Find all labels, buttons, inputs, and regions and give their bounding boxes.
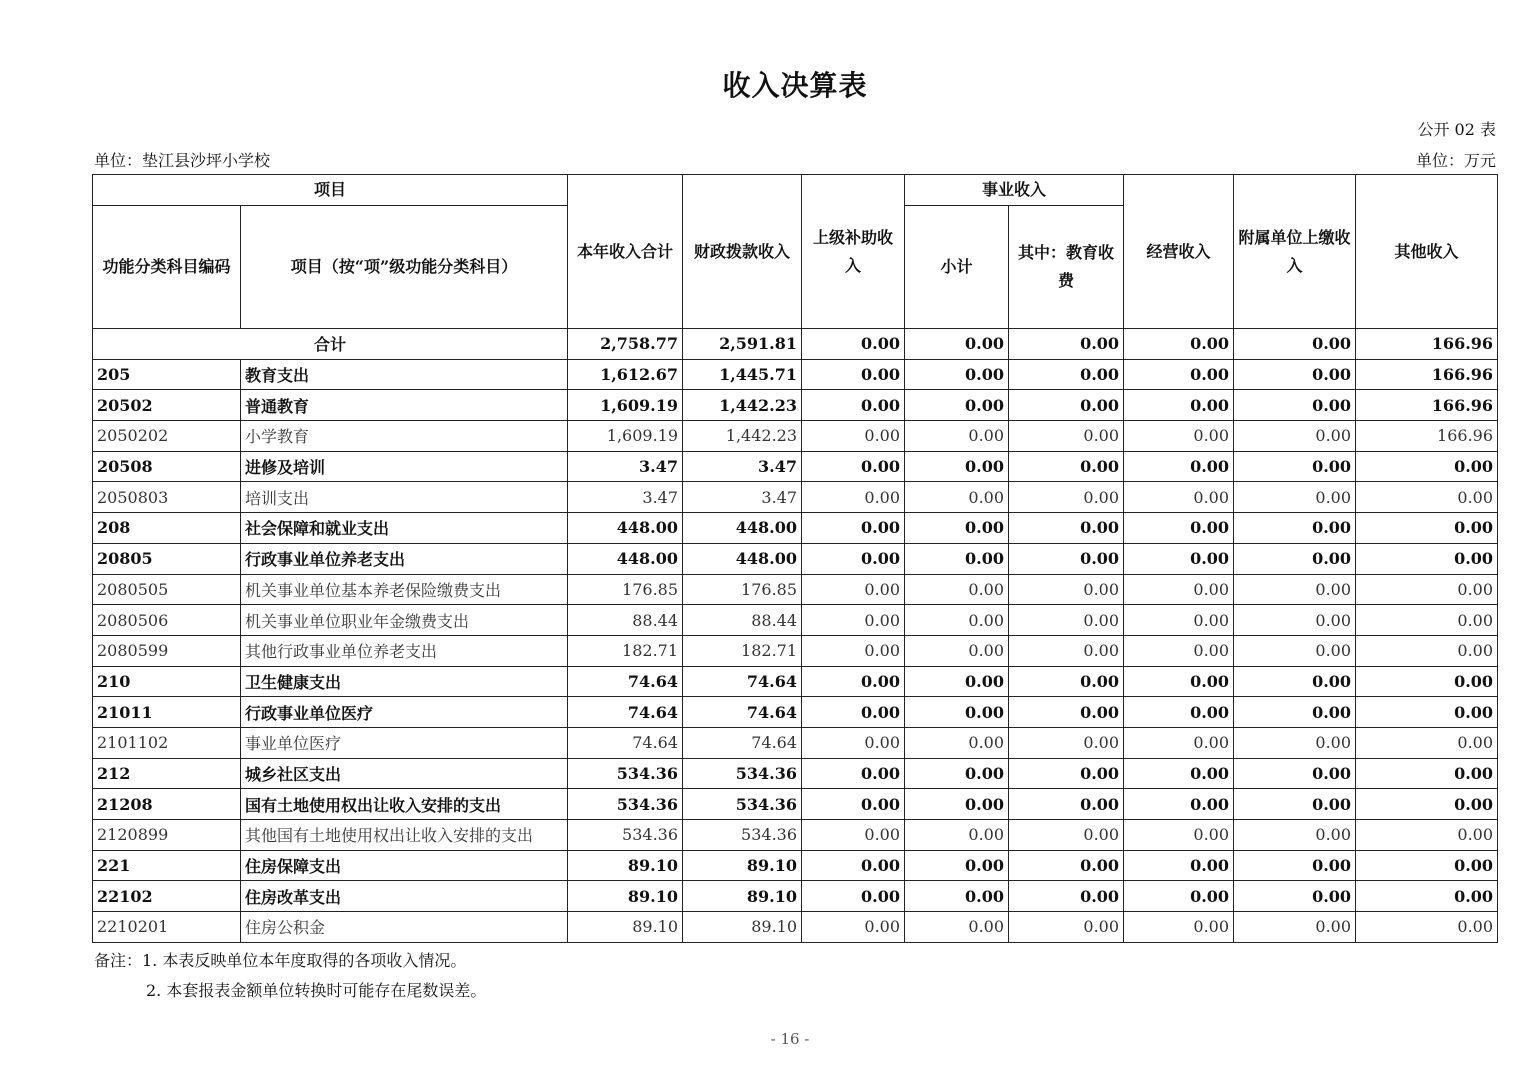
row-value: 0.00	[1009, 850, 1124, 881]
table-row	[93, 421, 1498, 452]
row-value: 0.00	[1356, 758, 1498, 789]
table-body	[93, 329, 1498, 943]
row-value: 0.00	[1124, 697, 1234, 728]
row-value: 0.00	[1356, 912, 1498, 943]
row-value: 0.00	[1124, 574, 1234, 605]
row-name: 住房改革支出	[241, 881, 568, 912]
row-value: 0.00	[1124, 881, 1234, 912]
row-name: 其他行政事业单位养老支出	[241, 635, 568, 666]
header-operating: 经营收入	[1124, 175, 1234, 329]
row-value: 0.00	[905, 359, 1009, 390]
table-row	[93, 666, 1498, 697]
row-code: 2120899	[93, 820, 241, 851]
row-value: 0.00	[1124, 727, 1234, 758]
row-name: 住房保障支出	[241, 850, 568, 881]
row-value: 0.00	[905, 482, 1009, 513]
row-code: 20508	[93, 451, 241, 482]
row-value: 74.64	[568, 727, 683, 758]
table-row	[93, 850, 1498, 881]
row-value: 0.00	[905, 666, 1009, 697]
row-value: 0.00	[1009, 666, 1124, 697]
row-name: 社会保障和就业支出	[241, 513, 568, 544]
table-row	[93, 513, 1498, 544]
total-cell: 0.00	[905, 329, 1009, 360]
row-name: 其他国有土地使用权出让收入安排的支出	[241, 820, 568, 851]
row-value: 0.00	[905, 390, 1009, 421]
table-row	[93, 881, 1498, 912]
table-row	[93, 390, 1498, 421]
row-value: 0.00	[905, 543, 1009, 574]
row-value: 0.00	[802, 605, 905, 636]
row-value: 0.00	[1234, 697, 1356, 728]
row-value: 1,442.23	[683, 421, 802, 452]
row-value: 0.00	[802, 758, 905, 789]
row-value: 0.00	[1356, 451, 1498, 482]
row-value: 0.00	[802, 451, 905, 482]
row-value: 0.00	[905, 912, 1009, 943]
currency-unit: 单位：万元	[1415, 151, 1496, 170]
row-name: 培训支出	[241, 482, 568, 513]
row-code: 2050202	[93, 421, 241, 452]
row-value: 0.00	[1009, 727, 1124, 758]
note-line-1: 备注：1. 本表反映单位本年度取得的各项收入情况。	[94, 951, 467, 970]
notes	[94, 946, 486, 1006]
row-code: 21011	[93, 697, 241, 728]
table-row	[93, 758, 1498, 789]
row-value: 176.85	[568, 574, 683, 605]
row-value: 0.00	[1356, 697, 1498, 728]
row-value: 166.96	[1356, 390, 1498, 421]
row-value: 0.00	[905, 727, 1009, 758]
row-value: 89.10	[568, 881, 683, 912]
row-value: 0.00	[905, 758, 1009, 789]
table-row	[93, 359, 1498, 390]
row-value: 448.00	[683, 513, 802, 544]
row-value: 0.00	[802, 912, 905, 943]
row-value: 0.00	[802, 881, 905, 912]
row-value: 0.00	[1009, 758, 1124, 789]
row-name: 行政事业单位养老支出	[241, 543, 568, 574]
table-row	[93, 574, 1498, 605]
row-name: 住房公积金	[241, 912, 568, 943]
header-superior: 上级补助收入	[802, 175, 905, 329]
row-value: 0.00	[1234, 881, 1356, 912]
row-value: 0.00	[802, 666, 905, 697]
row-value: 0.00	[1124, 635, 1234, 666]
row-value: 89.10	[568, 912, 683, 943]
row-value: 88.44	[568, 605, 683, 636]
row-code: 22102	[93, 881, 241, 912]
row-value: 0.00	[1356, 543, 1498, 574]
row-value: 0.00	[1009, 605, 1124, 636]
row-value: 0.00	[905, 881, 1009, 912]
row-value: 0.00	[1234, 727, 1356, 758]
total-cell: 0.00	[802, 329, 905, 360]
row-name: 教育支出	[241, 359, 568, 390]
page-title: 收入决算表	[722, 69, 868, 102]
row-value: 0.00	[1234, 390, 1356, 421]
table-row	[93, 727, 1498, 758]
header-business-group: 事业收入	[905, 175, 1124, 206]
row-value: 0.00	[802, 697, 905, 728]
header-subtotal: 小计	[905, 206, 1009, 329]
row-value: 0.00	[1234, 451, 1356, 482]
row-value: 0.00	[1234, 635, 1356, 666]
row-value: 0.00	[905, 451, 1009, 482]
row-value: 74.64	[568, 666, 683, 697]
row-name: 城乡社区支出	[241, 758, 568, 789]
row-value: 534.36	[683, 820, 802, 851]
row-value: 0.00	[1234, 421, 1356, 452]
row-value: 0.00	[1124, 850, 1234, 881]
row-value: 0.00	[1124, 912, 1234, 943]
row-value: 0.00	[905, 697, 1009, 728]
table-row	[93, 635, 1498, 666]
row-value: 166.96	[1356, 421, 1498, 452]
row-value: 0.00	[802, 850, 905, 881]
row-value: 182.71	[568, 635, 683, 666]
header-fiscal: 财政拨款收入	[683, 175, 802, 329]
row-name: 机关事业单位基本养老保险缴费支出	[241, 574, 568, 605]
row-name: 小学教育	[241, 421, 568, 452]
table-row	[93, 697, 1498, 728]
total-cell: 0.00	[1124, 329, 1234, 360]
form-number: 公开 02 表	[1417, 120, 1496, 139]
table-row	[93, 820, 1498, 851]
row-value: 0.00	[1356, 513, 1498, 544]
row-value: 0.00	[1009, 421, 1124, 452]
row-value: 176.85	[683, 574, 802, 605]
header-other: 其他收入	[1356, 175, 1498, 329]
row-value: 0.00	[802, 820, 905, 851]
row-value: 0.00	[1234, 912, 1356, 943]
row-code: 2210201	[93, 912, 241, 943]
row-value: 3.47	[568, 451, 683, 482]
header-code: 功能分类科目编码	[93, 206, 241, 329]
row-value: 534.36	[683, 789, 802, 820]
row-value: 1,442.23	[683, 390, 802, 421]
row-value: 89.10	[568, 850, 683, 881]
row-name: 进修及培训	[241, 451, 568, 482]
row-value: 0.00	[1234, 482, 1356, 513]
row-value: 0.00	[802, 574, 905, 605]
row-value: 0.00	[1234, 820, 1356, 851]
row-value: 0.00	[1009, 359, 1124, 390]
table-row	[93, 451, 1498, 482]
row-value: 1,609.19	[568, 421, 683, 452]
row-value: 0.00	[1356, 605, 1498, 636]
row-value: 89.10	[683, 881, 802, 912]
total-label: 合计	[93, 329, 568, 360]
row-value: 0.00	[802, 421, 905, 452]
row-value: 0.00	[905, 421, 1009, 452]
row-value: 0.00	[905, 789, 1009, 820]
row-value: 3.47	[568, 482, 683, 513]
row-value: 88.44	[683, 605, 802, 636]
row-value: 0.00	[802, 789, 905, 820]
row-code: 2101102	[93, 727, 241, 758]
row-value: 0.00	[1009, 697, 1124, 728]
row-value: 0.00	[1356, 727, 1498, 758]
row-value: 0.00	[1009, 574, 1124, 605]
header-total: 本年收入合计	[568, 175, 683, 329]
row-value: 1,612.67	[568, 359, 683, 390]
row-value: 0.00	[1009, 912, 1124, 943]
row-name: 国有土地使用权出让收入安排的支出	[241, 789, 568, 820]
table-row	[93, 605, 1498, 636]
row-value: 182.71	[683, 635, 802, 666]
row-value: 74.64	[683, 666, 802, 697]
header-affiliated: 附属单位上缴收入	[1234, 175, 1356, 329]
row-value: 0.00	[905, 605, 1009, 636]
row-name: 卫生健康支出	[241, 666, 568, 697]
row-code: 2080506	[93, 605, 241, 636]
row-value: 534.36	[568, 758, 683, 789]
row-value: 0.00	[1356, 574, 1498, 605]
row-value: 0.00	[1009, 513, 1124, 544]
total-cell: 166.96	[1356, 329, 1498, 360]
row-value: 89.10	[683, 912, 802, 943]
row-value: 0.00	[1124, 605, 1234, 636]
row-value: 0.00	[1234, 850, 1356, 881]
total-cell: 0.00	[1234, 329, 1356, 360]
row-value: 0.00	[1124, 758, 1234, 789]
row-value: 0.00	[1356, 789, 1498, 820]
header-name: 项目（按“项”级功能分类科目）	[241, 206, 568, 329]
header-education-fee: 其中：教育收费	[1009, 206, 1124, 329]
row-value: 0.00	[905, 574, 1009, 605]
row-name: 行政事业单位医疗	[241, 697, 568, 728]
row-value: 0.00	[1234, 605, 1356, 636]
row-value: 534.36	[683, 758, 802, 789]
row-value: 0.00	[1124, 789, 1234, 820]
row-value: 0.00	[1124, 390, 1234, 421]
row-value: 0.00	[1009, 635, 1124, 666]
row-value: 0.00	[1124, 513, 1234, 544]
row-value: 0.00	[802, 513, 905, 544]
row-code: 2050803	[93, 482, 241, 513]
row-value: 0.00	[802, 359, 905, 390]
row-value: 0.00	[1009, 451, 1124, 482]
table-row	[93, 789, 1498, 820]
row-value: 0.00	[1009, 390, 1124, 421]
row-value: 0.00	[1124, 543, 1234, 574]
row-code: 21208	[93, 789, 241, 820]
note-line-2: 2. 本套报表金额单位转换时可能存在尾数误差。	[146, 981, 487, 1000]
income-table	[92, 174, 1498, 943]
row-value: 0.00	[802, 543, 905, 574]
row-code: 20805	[93, 543, 241, 574]
row-code: 208	[93, 513, 241, 544]
total-cell: 2,591.81	[683, 329, 802, 360]
row-value: 3.47	[683, 482, 802, 513]
row-name: 事业单位医疗	[241, 727, 568, 758]
row-value: 3.47	[683, 451, 802, 482]
row-name: 普通教育	[241, 390, 568, 421]
row-value: 0.00	[1356, 820, 1498, 851]
row-value: 534.36	[568, 820, 683, 851]
row-value: 0.00	[1356, 482, 1498, 513]
row-value: 0.00	[905, 820, 1009, 851]
reporting-unit: 单位：垫江县沙坪小学校	[94, 151, 271, 170]
row-value: 74.64	[683, 697, 802, 728]
row-value: 0.00	[1009, 881, 1124, 912]
row-value: 0.00	[802, 727, 905, 758]
row-value: 0.00	[1009, 482, 1124, 513]
row-value: 0.00	[1356, 850, 1498, 881]
row-value: 0.00	[1356, 881, 1498, 912]
row-value: 448.00	[568, 513, 683, 544]
row-value: 74.64	[568, 697, 683, 728]
row-value: 0.00	[1234, 666, 1356, 697]
row-name: 机关事业单位职业年金缴费支出	[241, 605, 568, 636]
row-value: 166.96	[1356, 359, 1498, 390]
row-value: 448.00	[683, 543, 802, 574]
row-code: 2080599	[93, 635, 241, 666]
row-code: 205	[93, 359, 241, 390]
row-value: 0.00	[1009, 543, 1124, 574]
row-code: 212	[93, 758, 241, 789]
row-value: 0.00	[1234, 359, 1356, 390]
header-project: 项目	[93, 175, 568, 206]
row-value: 0.00	[905, 635, 1009, 666]
row-value: 0.00	[1009, 820, 1124, 851]
row-value: 0.00	[1234, 758, 1356, 789]
row-value: 74.64	[683, 727, 802, 758]
row-code: 20502	[93, 390, 241, 421]
total-row	[93, 329, 1498, 360]
row-value: 0.00	[905, 850, 1009, 881]
row-value: 0.00	[802, 635, 905, 666]
row-value: 89.10	[683, 850, 802, 881]
row-value: 0.00	[905, 513, 1009, 544]
row-value: 0.00	[1009, 789, 1124, 820]
row-value: 0.00	[1234, 574, 1356, 605]
table-row	[93, 912, 1498, 943]
total-cell: 2,758.77	[568, 329, 683, 360]
row-value: 0.00	[1234, 543, 1356, 574]
row-value: 0.00	[1234, 789, 1356, 820]
total-cell: 0.00	[1009, 329, 1124, 360]
row-value: 1,445.71	[683, 359, 802, 390]
row-value: 0.00	[1356, 635, 1498, 666]
row-value: 0.00	[802, 390, 905, 421]
row-value: 0.00	[1356, 666, 1498, 697]
row-code: 210	[93, 666, 241, 697]
row-value: 0.00	[1124, 482, 1234, 513]
row-value: 1,609.19	[568, 390, 683, 421]
page-number: - 16 -	[770, 1030, 810, 1048]
row-code: 221	[93, 850, 241, 881]
table-row	[93, 482, 1498, 513]
table-row	[93, 543, 1498, 574]
row-value: 0.00	[1124, 359, 1234, 390]
row-value: 0.00	[1124, 451, 1234, 482]
row-value: 0.00	[1124, 421, 1234, 452]
row-value: 0.00	[1124, 666, 1234, 697]
row-value: 0.00	[1124, 820, 1234, 851]
row-value: 0.00	[1234, 513, 1356, 544]
row-value: 534.36	[568, 789, 683, 820]
row-code: 2080505	[93, 574, 241, 605]
row-value: 0.00	[802, 482, 905, 513]
row-value: 448.00	[568, 543, 683, 574]
